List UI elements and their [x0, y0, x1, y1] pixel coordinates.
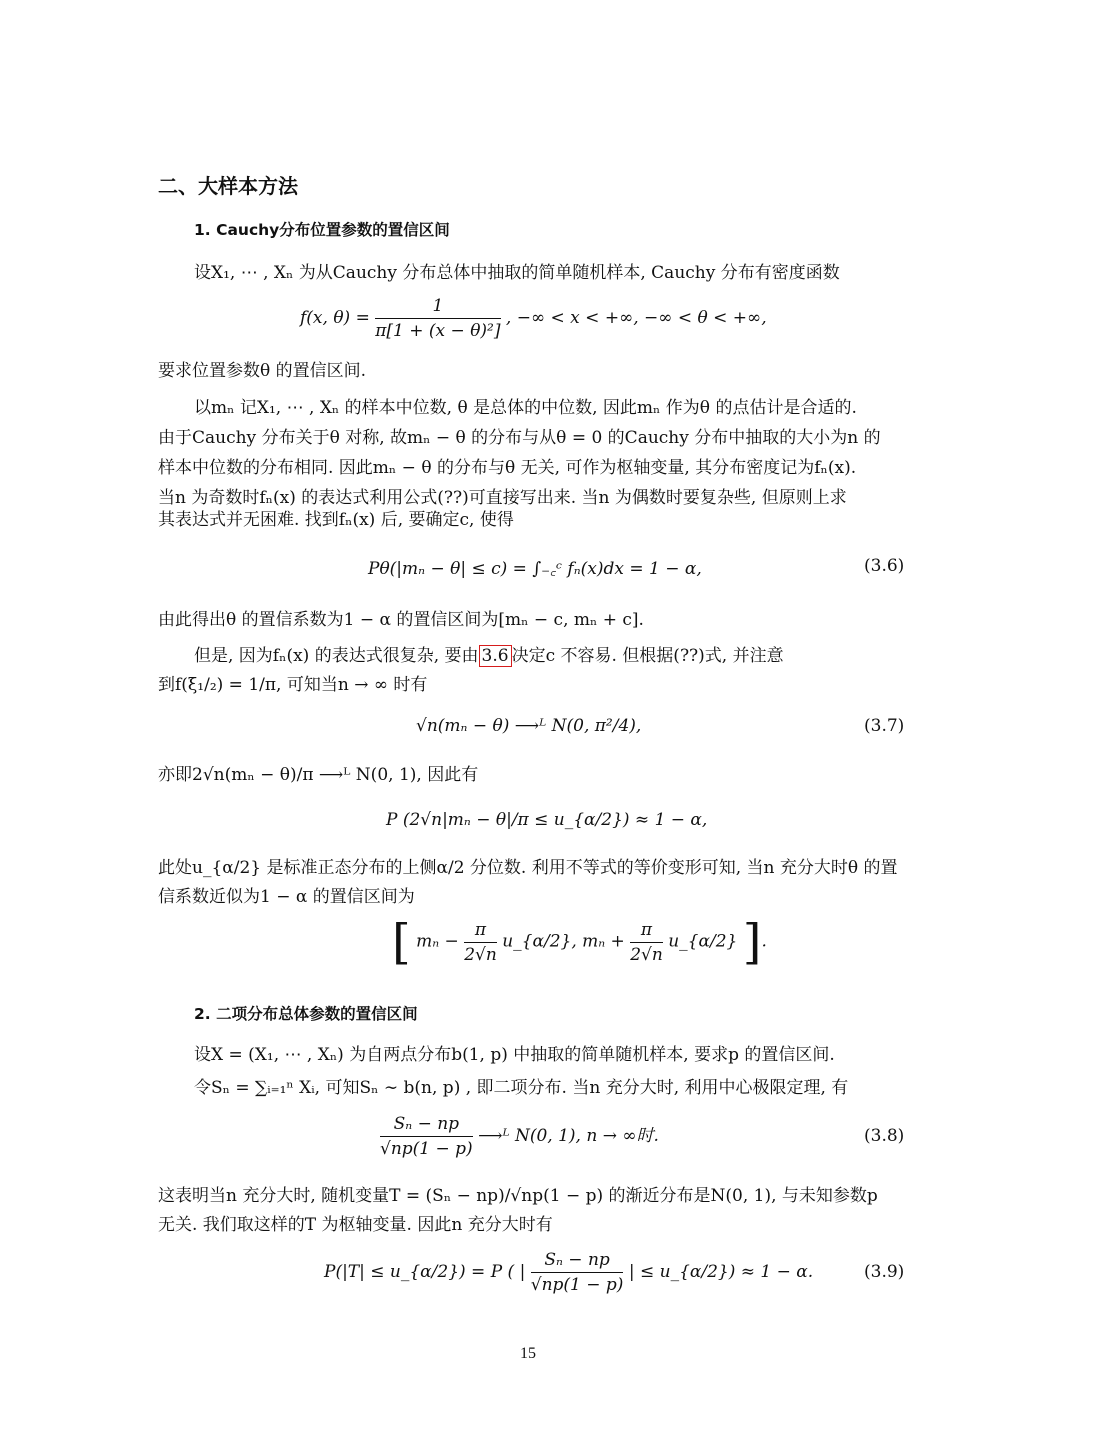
abs-bar-left: | — [519, 1262, 526, 1282]
eq39-lhs: P(|T| ≤ u_{α/2}) = P ( — [324, 1262, 515, 1282]
interval-fraction-2-num: π — [630, 920, 663, 943]
density-lhs: f(x, θ) = — [300, 308, 370, 328]
eq39-rhs: ≤ u_{α/2}) ≈ 1 − α. — [639, 1262, 814, 1282]
equation-number-3-8: (3.8) — [864, 1126, 905, 1146]
equation-reference-link[interactable]: 3.6 — [479, 645, 512, 667]
eq39-fraction — [531, 1250, 624, 1295]
density-denominator: π[1 + (x − θ)²] — [375, 321, 501, 341]
interval-fraction-2 — [630, 920, 663, 965]
density-rhs: , −∞ < x < +∞, −∞ < θ < +∞, — [505, 308, 767, 328]
paragraph-median-line-4: 当n 为奇数时fₙ(x) 的表达式利用公式(??)可直接写出来. 当n 为偶数时要复杂些, 但原则上求 — [158, 488, 847, 508]
density-equation — [300, 296, 767, 341]
paragraph-quantile-line-1: 此处u_{α/2} 是标准正态分布的上侧α/2 分位数. 利用不等式的等价变形可知, 当n 充分大时θ 的置 — [158, 858, 898, 878]
interval-middle: u_{α/2}, mₙ + — [502, 931, 625, 952]
binomial-line-1: 设X = (X₁, ⋯ , Xₙ) 为自两点分布b(1, p) 中抽取的简单随机样本, 要求p 的置信区间. — [194, 1045, 835, 1065]
paragraph-asymptotic-line-1 — [194, 641, 784, 671]
eq39-numerator: Sₙ − np — [531, 1250, 624, 1273]
paragraph-median-line-5: 其表达式并无困难. 找到fₙ(x) 后, 要确定c, 使得 — [158, 510, 514, 530]
subsection-2-heading: 2. 二项分布总体参数的置信区间 — [194, 1005, 418, 1023]
left-bracket: [ — [392, 914, 411, 970]
eq38-fraction — [380, 1114, 473, 1159]
density-fraction — [375, 296, 500, 341]
page-number: 15 — [520, 1345, 536, 1362]
subsection-1-heading: 1. Cauchy分布位置参数的置信区间 — [194, 221, 450, 239]
equation-number-3-9: (3.9) — [864, 1262, 905, 1282]
eq39-denominator: √np(1 − p) — [530, 1275, 624, 1295]
eq38-denominator: √np(1 − p) — [380, 1139, 473, 1159]
interval-fraction-1 — [464, 920, 497, 965]
paragraph-asymptotic-line-2: 到f(ξ₁/₂) = 1/π, 可知当n → ∞ 时有 — [158, 675, 428, 695]
binomial-line-2: 令Sₙ = ∑ᵢ₌₁ⁿ Xᵢ, 可知Sₙ ∼ b(n, p) , 即二项分布. 当n 充分大时, 利用中心极限定理, 有 — [194, 1078, 849, 1098]
paragraph-location-param: 要求位置参数θ 的置信区间. — [158, 361, 367, 381]
binomial-line-4: 无关. 我们取这样的T 为枢轴变量. 因此n 充分大时有 — [158, 1215, 553, 1235]
equation-number-3-6: (3.6) — [864, 556, 905, 576]
interval-lower-a: mₙ − — [416, 931, 459, 952]
equation-3-6: Pθ(|mₙ − θ| ≤ c) = ∫₋꜀ᶜ fₙ(x)dx = 1 − α, — [368, 559, 702, 579]
asymptotic-text-a: 但是, 因为fₙ(x) 的表达式很复杂, 要由 — [194, 646, 479, 666]
interval-fraction-1-den: 2√n — [464, 944, 497, 965]
right-bracket: ] — [742, 914, 762, 970]
paragraph-standardized: 亦即2√n(mₙ − θ)/π ⟶ᴸ N(0, 1), 因此有 — [158, 765, 479, 785]
equation-3-9 — [324, 1250, 813, 1295]
asymptotic-text-b: 决定c 不容易. 但根据(??)式, 并注意 — [511, 646, 784, 666]
interval-period: . — [761, 931, 767, 952]
paragraph-quantile-line-2: 信系数近似为1 − α 的置信区间为 — [158, 887, 415, 907]
density-numerator: 1 — [375, 296, 500, 319]
equation-probability: P (2√n|mₙ − θ|/π ≤ u_{α/2}) ≈ 1 − α, — [386, 810, 708, 830]
interval-upper-quantile: u_{α/2} — [668, 931, 738, 952]
paragraph-confidence-interval: 由此得出θ 的置信系数为1 − α 的置信区间为[mₙ − c, mₙ + c]. — [158, 610, 644, 630]
equation-number-3-7: (3.7) — [864, 716, 905, 736]
equation-3-8 — [380, 1114, 659, 1159]
abs-bar-right: | — [628, 1262, 635, 1282]
interval-fraction-1-num: π — [464, 920, 497, 943]
paragraph-median-line-2: 由于Cauchy 分布关于θ 对称, 故mₙ − θ 的分布与从θ = 0 的Cauchy 分布中抽取的大小为n 的 — [158, 428, 881, 448]
binomial-line-3: 这表明当n 充分大时, 随机变量T = (Sₙ − np)/√np(1 − p) 的渐近分布是N(0, 1), 与未知参数p — [158, 1186, 878, 1206]
eq38-rhs: ⟶ᴸ N(0, 1), n → ∞时. — [478, 1126, 659, 1146]
eq38-numerator: Sₙ − np — [380, 1114, 473, 1137]
cauchy-intro: 设X₁, ⋯ , Xₙ 为从Cauchy 分布总体中抽取的简单随机样本, Cauchy 分布有密度函数 — [194, 263, 840, 283]
interval-fraction-2-den: 2√n — [630, 944, 663, 965]
equation-3-7: √n(mₙ − θ) ⟶ᴸ N(0, π²/4), — [416, 716, 642, 736]
interval-equation — [392, 914, 767, 970]
section-heading: 二、大样本方法 — [158, 174, 298, 198]
paragraph-median-line-1: 以mₙ 记X₁, ⋯ , Xₙ 的样本中位数, θ 是总体的中位数, 因此mₙ 作为θ 的点估计是合适的. — [194, 398, 857, 418]
paragraph-median-line-3: 样本中位数的分布相同. 因此mₙ − θ 的分布与θ 无关, 可作为枢轴变量, 其分布密度记为fₙ(x). — [158, 458, 857, 478]
